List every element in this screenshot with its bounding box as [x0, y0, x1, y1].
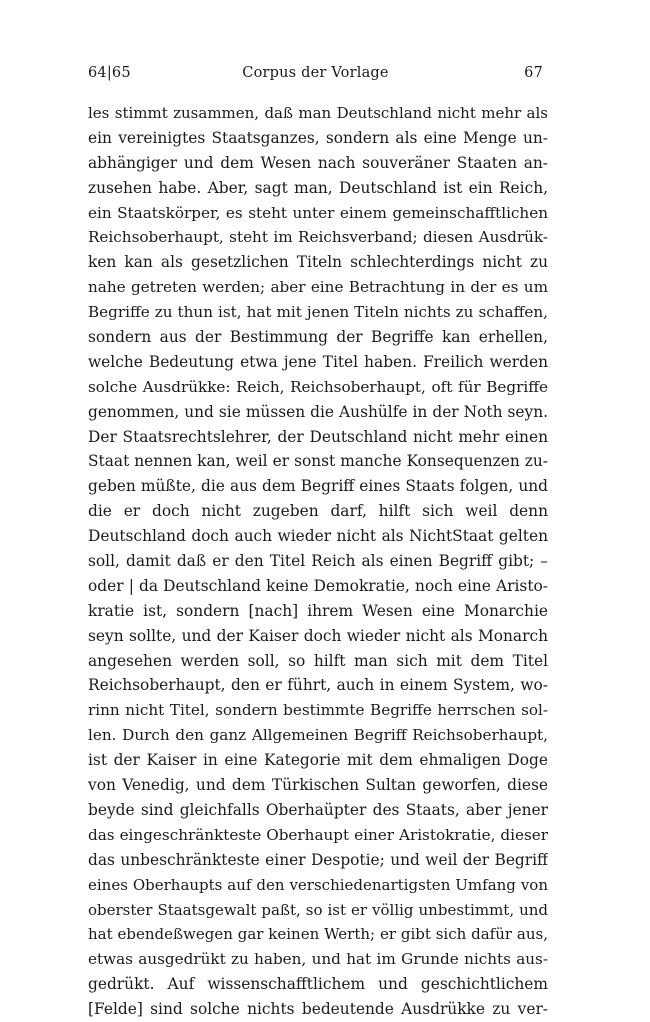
running-title: Corpus der Vorlage	[242, 65, 389, 81]
page-reference: 64|65	[88, 65, 131, 81]
text-line: ken kan als gesetzlichen Titeln schlechterdings nicht zu	[88, 253, 548, 272]
text-line: len. Durch den ganz Allgemeinen Begriff Reichsoberhaupt,	[88, 726, 548, 745]
text-line: Der Staatsrechtslehrer, der Deutschland nicht mehr einen	[88, 427, 548, 446]
text-line: Deutschland doch auch wieder nicht als NichtStaat gelten	[88, 527, 548, 546]
text-line: das eingeschränkteste Oberhaupt einer Aristokratie, dieser	[88, 825, 548, 844]
text-line: angesehen werden soll, so hilft man sich mit dem Titel	[88, 651, 548, 670]
text-line: die er doch nicht zugeben darf, hilft sich weil denn	[88, 502, 548, 521]
text-line: Reichsoberhaupt, steht im Reichsverband; diesen Ausdrük-	[88, 228, 548, 247]
text-line: gedrükt. Auf wissenschafftlichem und geschichtlichem	[88, 975, 548, 994]
text-line: welche Bedeutung etwa jene Titel haben. Freilich werden	[88, 352, 548, 371]
text-line: ein Staatskörper, es steht unter einem gemeinschafftlichen	[88, 203, 548, 222]
running-header	[88, 62, 543, 84]
text-line: eines Oberhaupts auf den verschiedenartigsten Umfang von	[88, 875, 548, 894]
text-line: beyde sind gleichfalls Oberhaüpter des Staats, aber jener	[88, 800, 548, 819]
text-line: geben müßte, die aus dem Begriff eines Staats folgen, und	[88, 477, 548, 496]
text-line: seyn sollte, und der Kaiser doch wieder nicht als Monarch	[88, 626, 548, 645]
text-line: abhängiger und dem Wesen nach souveräner Staaten an-	[88, 153, 548, 172]
text-line: [Felde] sind solche nichts bedeutende Ausdrükke zu ver-	[88, 1000, 548, 1019]
text-line: etwas ausgedrükt zu haben, und hat im Grunde nichts aus-	[88, 950, 548, 969]
text-line: Begriffe zu thun ist, hat mit jenen Titeln nichts zu schaffen,	[88, 303, 548, 322]
text-line: Reichsoberhaupt, den er führt, auch in einem System, wo-	[88, 676, 548, 695]
text-line: hat ebendeßwegen gar keinen Werth; er gibt sich dafür aus,	[88, 925, 548, 944]
text-line: soll, damit daß er den Titel Reich als einen Begriff gibt; –	[88, 552, 548, 571]
text-line: solche Ausdrükke: Reich, Reichsoberhaupt, oft für Begriffe	[88, 377, 548, 396]
text-line: genommen, und sie müssen die Aushülfe in der Noth seyn.	[88, 402, 548, 421]
text-line: kratie ist, sondern [nach] ihrem Wesen eine Monarchie	[88, 601, 548, 620]
text-line: les stimmt zusammen, daß man Deutschland nicht mehr als	[88, 104, 548, 122]
text-line: sondern aus der Bestimmung der Begriffe kan erhellen,	[88, 328, 548, 347]
text-line: ein vereinigtes Staatsganzes, sondern als eine Menge un-	[88, 128, 548, 147]
body-text	[88, 101, 548, 1022]
text-line: Staat nennen kan, weil er sonst manche Konsequenzen zu-	[88, 452, 548, 471]
text-line: oder | da Deutschland keine Demokratie, noch eine Aristo-	[88, 576, 548, 595]
text-line: oberster Staatsgewalt paßt, so ist er völlig unbestimmt, und	[88, 900, 548, 919]
text-line: nahe getreten werden; aber eine Betrachtung in der es um	[88, 278, 548, 297]
text-line: ist der Kaiser in eine Kategorie mit dem ehmaligen Doge	[88, 751, 548, 770]
text-line: rinn nicht Titel, sondern bestimmte Begriffe herrschen sol-	[88, 701, 548, 720]
text-line: von Venedig, und dem Türkischen Sultan geworfen, diese	[88, 776, 548, 795]
text-line: das unbeschränkteste einer Despotie; und weil der Begriff	[88, 850, 548, 869]
text-line: zusehen habe. Aber, sagt man, Deutschland ist ein Reich,	[88, 178, 548, 197]
page-number: 67	[524, 65, 543, 81]
